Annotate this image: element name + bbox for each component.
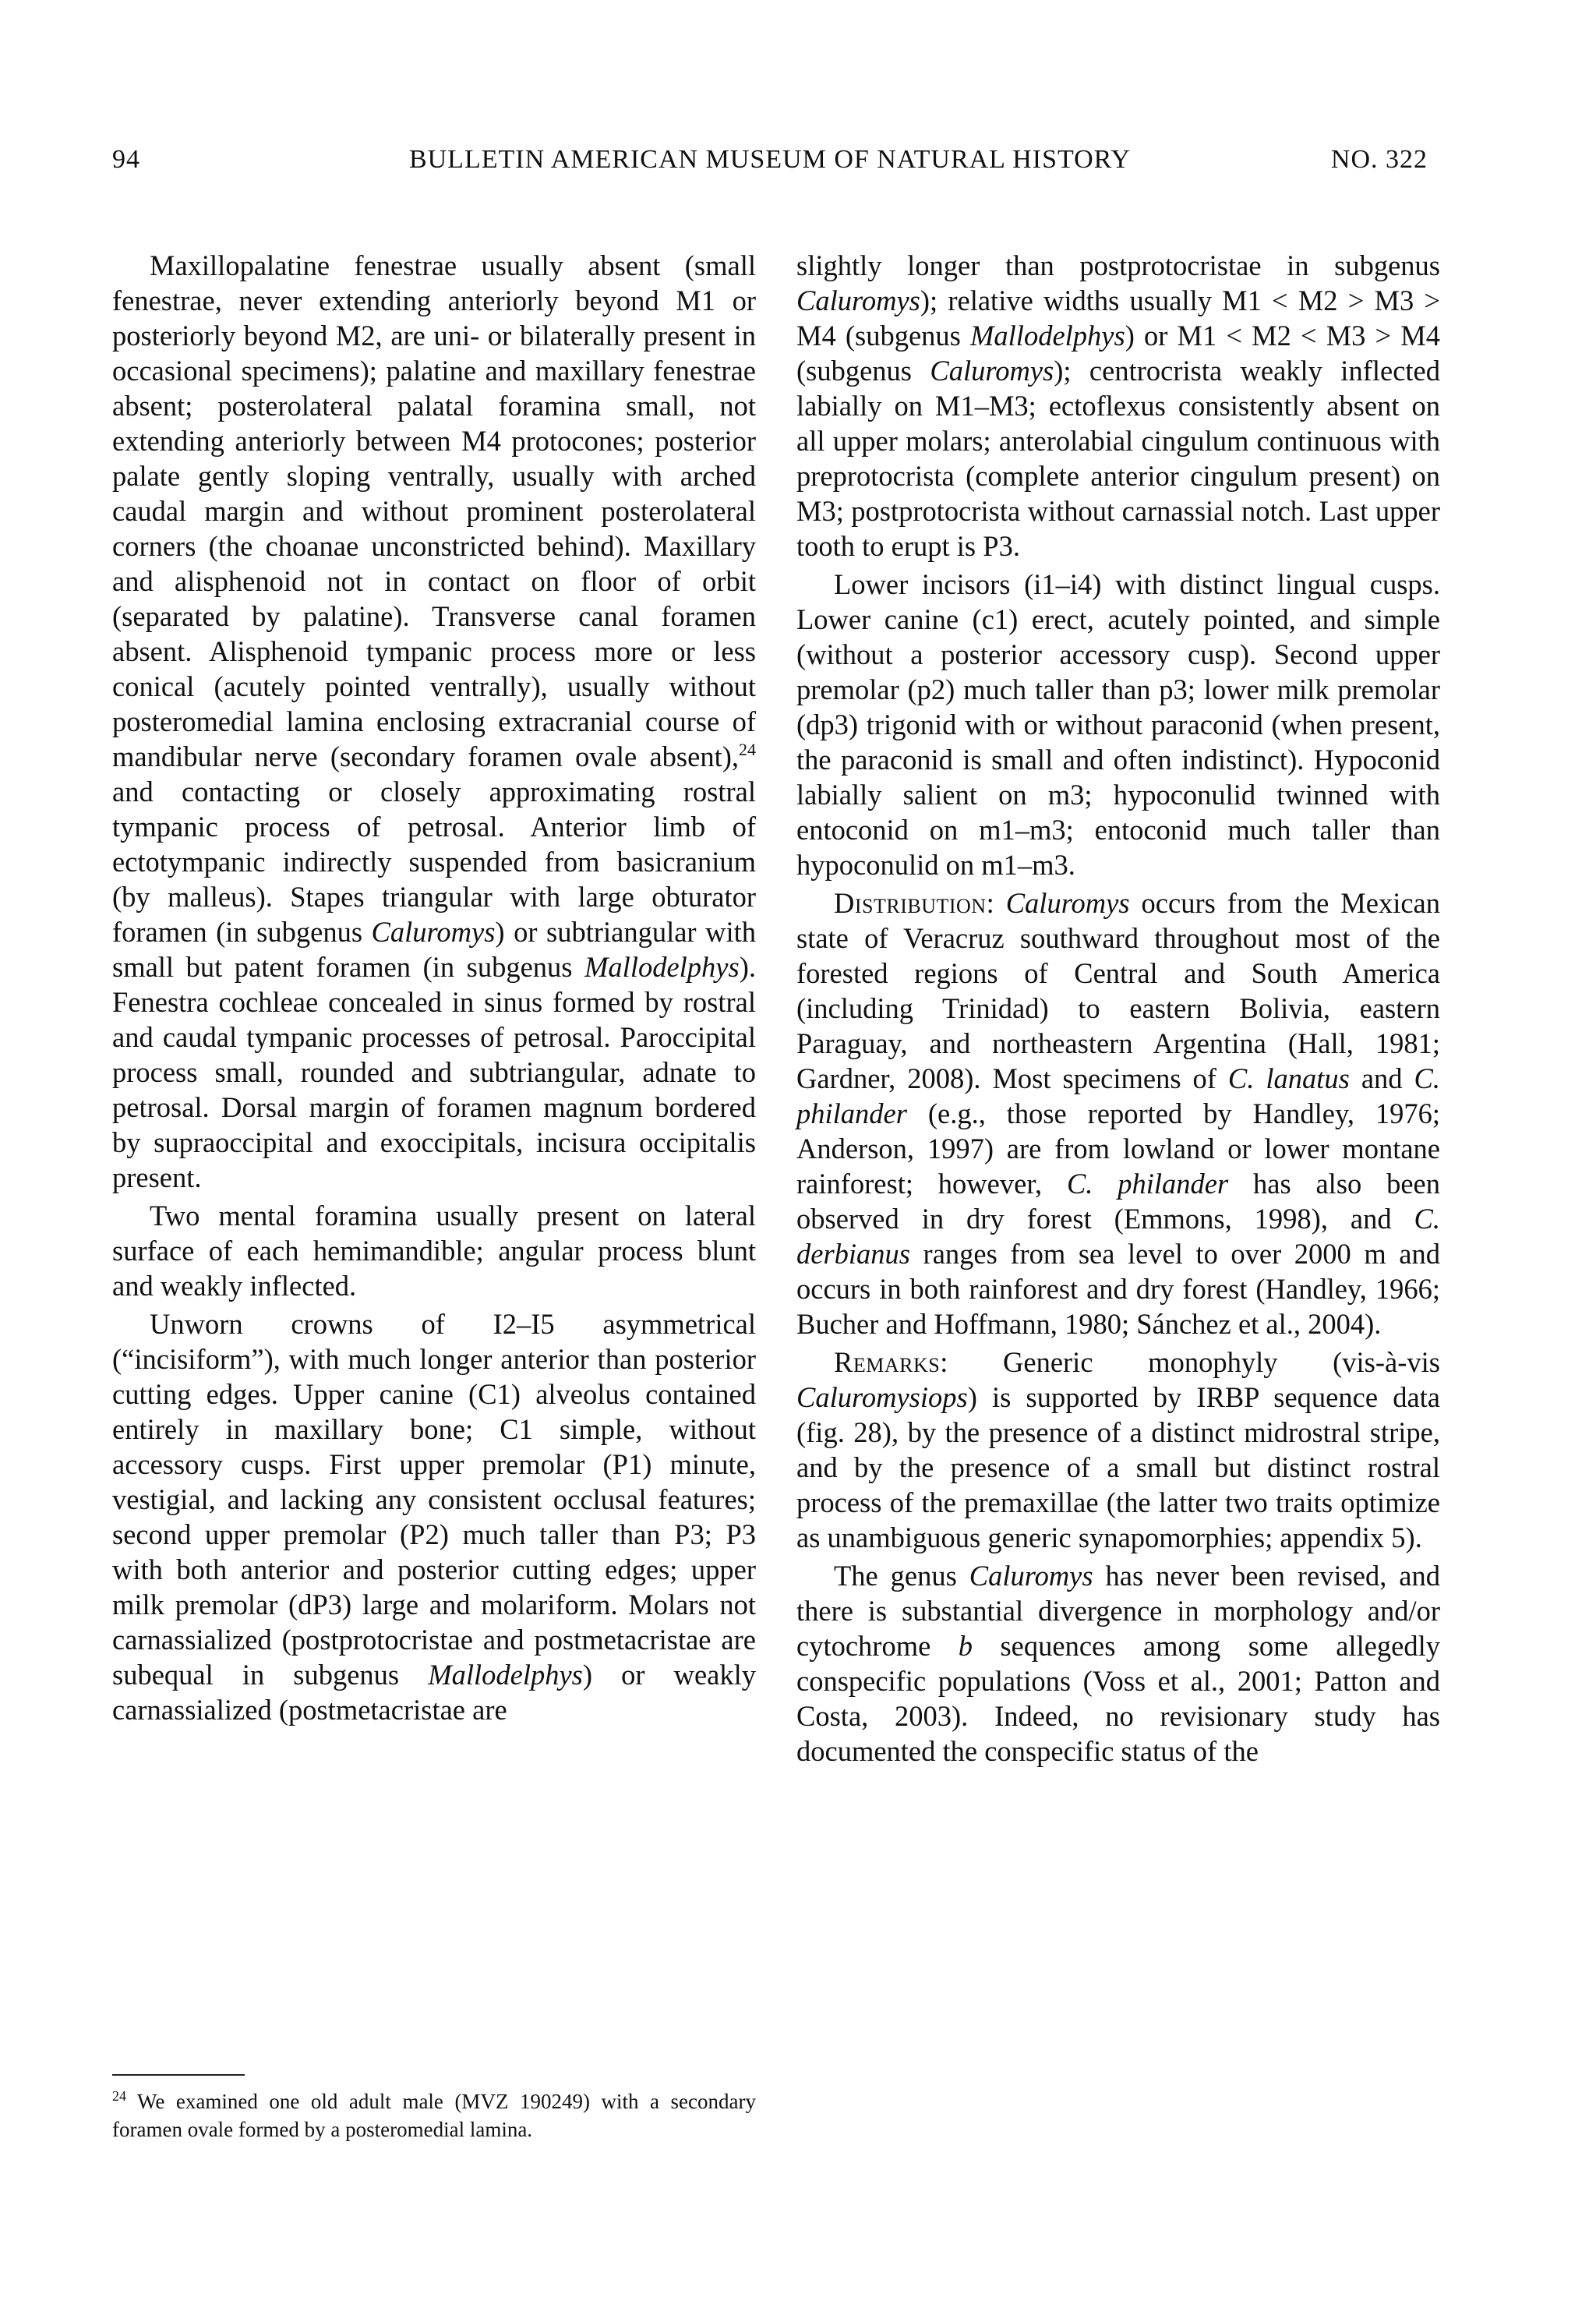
footnote-reference[interactable]: 24 bbox=[739, 740, 756, 759]
taxon-name: Mallodelphys bbox=[970, 320, 1125, 352]
taxon-name: Caluromys bbox=[796, 285, 920, 316]
paragraph-mandible: Two mental foramina usually present on lateral surface of each hemimandible; angular process blunt and weakly inflected. bbox=[112, 1200, 756, 1302]
taxon-name: C. philander bbox=[1066, 1168, 1229, 1200]
taxon-name: C. derbianus bbox=[796, 1203, 1440, 1270]
footnote-rule bbox=[112, 2074, 245, 2076]
right-column bbox=[796, 248, 1440, 1772]
taxon-name: Mallodelphys bbox=[584, 951, 740, 983]
journal-title: BULLETIN AMERICAN MUSEUM OF NATURAL HISTORY bbox=[408, 145, 1132, 174]
issue-number: NO. 322 bbox=[1330, 145, 1428, 174]
left-column bbox=[112, 248, 756, 1730]
taxon-name: C. philander bbox=[796, 1062, 1440, 1129]
footnote bbox=[112, 2087, 756, 2144]
paragraph-upper-dentition: Unworn crowns of I2–I5 asymmetrical (“incisiform”), with much longer anterior than posterior cutting edges. Upper canine (C1) alveolus contained entirely in maxillary bone; C1 simple, without accessory cusps. First upper premolar (P1) minute, vestigial, and lacking any consistent occlusal features; second upper premolar (P2) much taller than P3; P3 with both anterior and posterior cutting edges; upper milk premolar (dP3) large and molariform. Molars not carnassialized (postprotocristae and postmetacristae are subequal in subgenus Mallodelphys) or weakly carnassialized (postmetacristae are bbox=[112, 1308, 756, 1726]
taxon-name: Caluromys bbox=[1005, 887, 1130, 919]
running-head bbox=[112, 145, 1428, 184]
taxon-name: Caluromys bbox=[969, 1560, 1093, 1592]
taxon-name: Mallodelphys bbox=[428, 1659, 583, 1691]
section-heading-distribution: Distribution bbox=[834, 887, 987, 919]
section-heading-remarks: Remarks bbox=[834, 1346, 941, 1378]
paragraph-distribution: Distribution: Caluromys occurs from the Mexican state of Veracruz southward throughout most of the forested regions of Central and South America (including Trinidad) to eastern Bolivia, eastern Paraguay, and northeastern Argentina (Hall, 1981; Gardner, 2008). Most specimens of C. lanatus and C. philander (e.g., those reported by Handley, 1976; Anderson, 1997) are from lowland or lower montane rainforest; however, C. philander has also been observed in dry forest (Emmons, 1998), and C. derbianus ranges from sea level to over 2000 m and occurs in both rainforest and dry forest (Handley, 1966; Bucher and Hoffmann, 1980; Sánchez et al., 2004). bbox=[796, 887, 1440, 1340]
paragraph-revision: The genus Caluromys has never been revised, and there is substantial divergence in morphology and/or cytochrome b sequences among some allegedly conspecific populations (Voss et al., 2001; Patton and Costa, 2003). Indeed, no revisionary study has documented the conspecific status of the bbox=[796, 1560, 1440, 1767]
paragraph-remarks: Remarks: Generic monophyly (vis-à-vis Caluromysiops) is supported by IRBP sequence data (fig. 28), by the presence of a distinct midrostral stripe, and by the presence of a small but distinct rostral process of the premaxillae (the latter two traits optimize as unambiguous generic synapomorphies; appendix 5). bbox=[796, 1346, 1440, 1553]
taxon-name: Caluromysiops bbox=[796, 1381, 968, 1413]
paragraph-lower-dentition: Lower incisors (i1–i4) with distinct lingual cusps. Lower canine (c1) erect, acutely pointed, and simple (without a posterior accessory cusp). Second upper premolar (p2) much taller than p3; lower milk premolar (dp3) trigonid with or without paraconid (when present, the paraconid is small and often indistinct). Hypoconid labially salient on m3; hypoconulid twinned with entoconid on m1–m3; entoconid much taller than hypoconulid on m1–m3. bbox=[796, 568, 1440, 881]
taxon-name: Caluromys bbox=[930, 355, 1054, 387]
taxon-name: C. lanatus bbox=[1227, 1062, 1350, 1094]
taxon-name: Caluromys bbox=[371, 916, 496, 948]
footnote-marker: 24 bbox=[112, 2088, 126, 2104]
page-number: 94 bbox=[112, 145, 140, 174]
paragraph-molars-continued: slightly longer than postprotocristae in subgenus Caluromys); relative widths usually M1 < M2 > M3 > M4 (subgenus Mallodelphys) or M1 < M2 < M3 > M4 (subgenus Caluromys); centrocrista weakly inflected labially on M1–M3; ectoflexus consistently absent on all upper molars; anterolabial cingulum continuous with preprotocrista (complete anterior cingulum present) on M3; postprotocrista without carnassial notch. Last upper tooth to erupt is P3. bbox=[796, 249, 1440, 562]
footnote-text: We examined one old adult male (MVZ 190249) with a secondary foramen ovale formed by a posteromedial lamina. bbox=[112, 2090, 756, 2141]
paragraph-cranial: Maxillopalatine fenestrae usually absent (small fenestrae, never extending anteriorly beyond M1 or posteriorly beyond M2, are uni- or bilaterally present in occasional specimens); palatine and maxillary fenestrae absent; posterolateral palatal foramina small, not extending anteriorly between M4 protocones; posterior palate gently sloping ventrally, usually with arched caudal margin and without prominent posterolateral corners (the choanae unconstricted behind). Maxillary and alisphenoid not in contact on floor of orbit (separated by palatine). Transverse canal foramen absent. Alisphenoid tympanic process more or less conical (acutely pointed ventrally), usually without posteromedial lamina enclosing extracranial course of mandibular nerve (secondary foramen ovale absent),$^{24}$ and contacting or closely approximating rostral tympanic process of petrosal. Anterior limb of ectotympanic indirectly suspended from basicranium (by malleus). Stapes triangular with large obturator foramen (in subgenus Caluromys) or subtriangular with small but patent foramen (in subgenus Mallodelphys). Fenestra cochleae concealed in sinus formed by rostral and caudal tympanic processes of petrosal. Paroccipital process small, rounded and subtriangular, adnate to petrosal. Dorsal margin of foramen magnum bordered by supraoccipital and exoccipitals, incisura occipitalis present. bbox=[112, 249, 756, 1193]
